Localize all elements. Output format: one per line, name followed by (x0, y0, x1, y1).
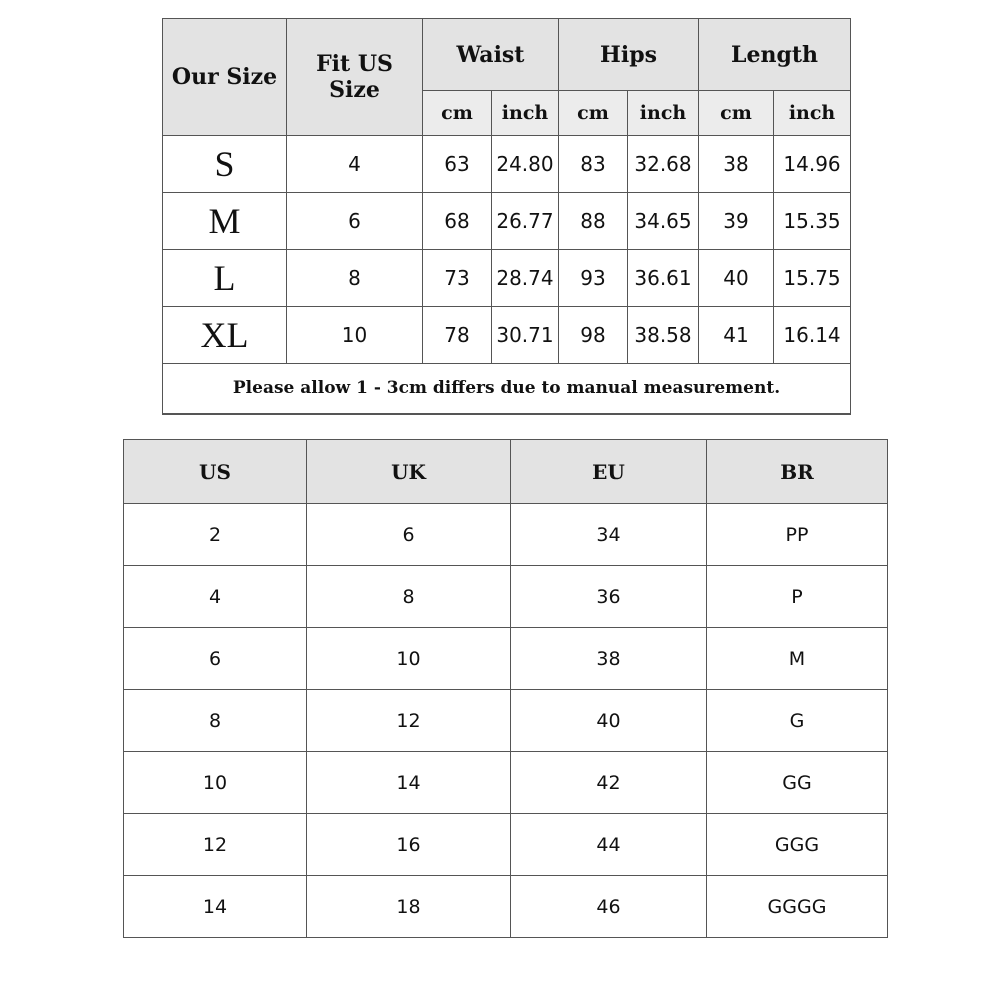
eu-value: 44 (511, 814, 707, 876)
uk-value: 18 (307, 876, 511, 938)
waist-inch: 24.80 (492, 136, 559, 193)
header-br: BR (707, 440, 888, 504)
uk-value: 12 (307, 690, 511, 752)
eu-value: 46 (511, 876, 707, 938)
br-value: GGG (707, 814, 888, 876)
eu-value: 34 (511, 504, 707, 566)
table-row (163, 307, 851, 364)
hips-cm: 83 (559, 136, 628, 193)
size-conversion-table (123, 439, 888, 938)
unit-waist-cm: cm (423, 91, 492, 136)
waist-inch: 26.77 (492, 193, 559, 250)
unit-length-inch: inch (774, 91, 851, 136)
length-inch: 14.96 (774, 136, 851, 193)
waist-cm: 63 (423, 136, 492, 193)
size-label: S (163, 136, 287, 193)
header-fit-us-size: Fit US Size (287, 19, 423, 136)
br-value: PP (707, 504, 888, 566)
header-us: US (124, 440, 307, 504)
header-uk: UK (307, 440, 511, 504)
hips-inch: 34.65 (628, 193, 699, 250)
uk-value: 16 (307, 814, 511, 876)
us-value: 6 (124, 628, 307, 690)
hips-inch: 36.61 (628, 250, 699, 307)
us-value: 8 (124, 690, 307, 752)
table-row (124, 566, 888, 628)
table-row (124, 814, 888, 876)
length-inch: 15.35 (774, 193, 851, 250)
us-value: 2 (124, 504, 307, 566)
waist-inch: 28.74 (492, 250, 559, 307)
length-inch: 16.14 (774, 307, 851, 364)
table-row (124, 690, 888, 752)
table-row (124, 628, 888, 690)
size-chart-table (162, 18, 851, 415)
header-eu: EU (511, 440, 707, 504)
hips-inch: 32.68 (628, 136, 699, 193)
table-row (124, 504, 888, 566)
waist-cm: 68 (423, 193, 492, 250)
size-label: L (163, 250, 287, 307)
hips-inch: 38.58 (628, 307, 699, 364)
us-value: 14 (124, 876, 307, 938)
header-waist: Waist (423, 19, 559, 91)
br-value: GG (707, 752, 888, 814)
unit-waist-inch: inch (492, 91, 559, 136)
us-size: 6 (287, 193, 423, 250)
length-cm: 40 (699, 250, 774, 307)
size-label: M (163, 193, 287, 250)
us-value: 4 (124, 566, 307, 628)
unit-hips-cm: cm (559, 91, 628, 136)
us-value: 10 (124, 752, 307, 814)
length-cm: 41 (699, 307, 774, 364)
table-row (163, 250, 851, 307)
table-row (163, 136, 851, 193)
br-value: GGGG (707, 876, 888, 938)
header-length: Length (699, 19, 851, 91)
br-value: P (707, 566, 888, 628)
hips-cm: 98 (559, 307, 628, 364)
waist-inch: 30.71 (492, 307, 559, 364)
eu-value: 38 (511, 628, 707, 690)
size-label: XL (163, 307, 287, 364)
us-value: 12 (124, 814, 307, 876)
table-row (163, 193, 851, 250)
header-hips: Hips (559, 19, 699, 91)
length-cm: 39 (699, 193, 774, 250)
length-inch: 15.75 (774, 250, 851, 307)
table-row (124, 752, 888, 814)
uk-value: 10 (307, 628, 511, 690)
table-row (124, 876, 888, 938)
measurement-note: Please allow 1 - 3cm differs due to manual measurement. (163, 364, 851, 414)
uk-value: 6 (307, 504, 511, 566)
hips-cm: 88 (559, 193, 628, 250)
us-size: 4 (287, 136, 423, 193)
uk-value: 14 (307, 752, 511, 814)
length-cm: 38 (699, 136, 774, 193)
waist-cm: 73 (423, 250, 492, 307)
unit-length-cm: cm (699, 91, 774, 136)
us-size: 10 (287, 307, 423, 364)
us-size: 8 (287, 250, 423, 307)
uk-value: 8 (307, 566, 511, 628)
hips-cm: 93 (559, 250, 628, 307)
eu-value: 40 (511, 690, 707, 752)
unit-hips-inch: inch (628, 91, 699, 136)
br-value: M (707, 628, 888, 690)
br-value: G (707, 690, 888, 752)
waist-cm: 78 (423, 307, 492, 364)
eu-value: 42 (511, 752, 707, 814)
eu-value: 36 (511, 566, 707, 628)
header-our-size: Our Size (163, 19, 287, 136)
